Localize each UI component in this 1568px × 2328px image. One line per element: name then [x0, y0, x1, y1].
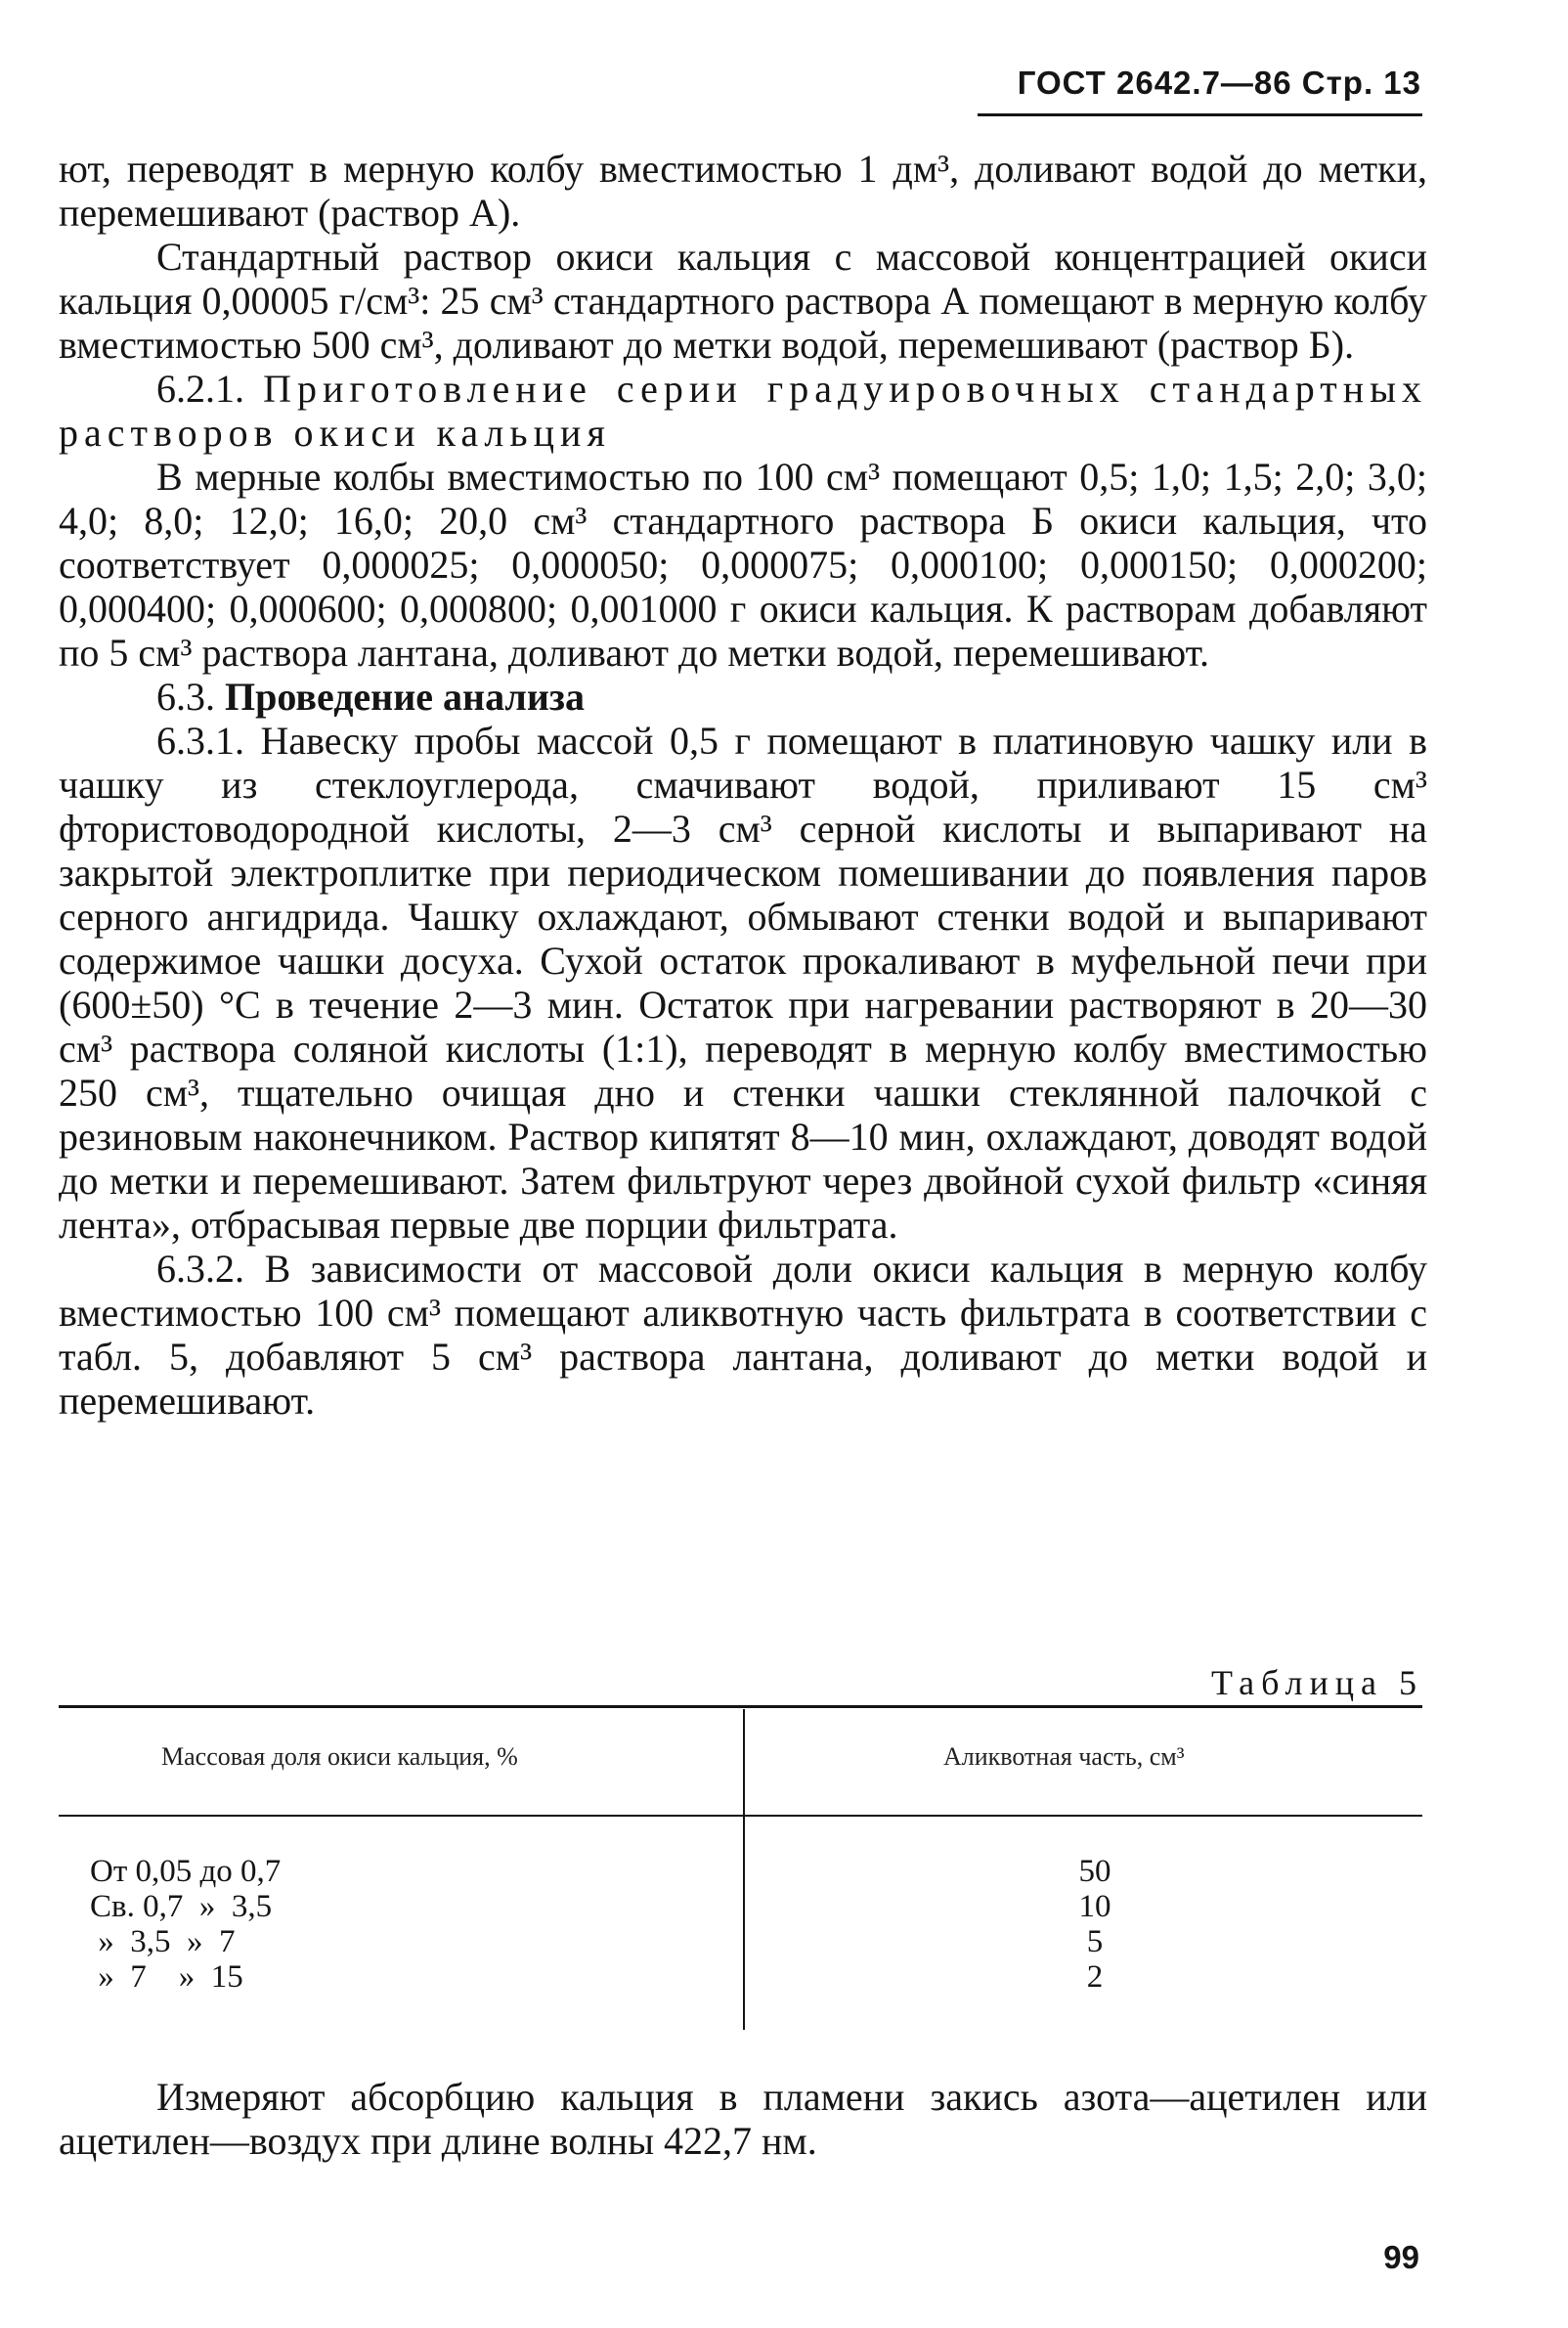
section-title: Проведение анализа	[225, 675, 585, 719]
paragraph-standard-solution-b: Стандартный раствор окиси кальция с массовой концентрацией окиси кальция 0,00005 г/см³: 25 см³ стандартного раствора А помещают в мерную колбу вместимостью 500 см³, доливают до метки водой, перемешивают (раствор Б).	[59, 235, 1427, 367]
section-number: 6.2.1.	[156, 367, 244, 411]
table-header-mass-fraction: Массовая доля окиси кальция, %	[161, 1742, 518, 1771]
section-title: Приготовление серии градуировочных стандартных растворов окиси кальция	[59, 367, 1427, 455]
table-cell-range: От 0,05 до 0,7	[90, 1854, 282, 1889]
table-cell-value: 50	[1078, 1854, 1111, 1889]
footer-text	[59, 2075, 1427, 2163]
table-header-aliquot: Аликвотная часть, см³	[943, 1742, 1185, 1771]
paragraph-continuation: ют, переводят в мерную колбу вместимостью 1 дм³, доливают водой до метки, перемешивают (раствор А).	[59, 147, 1427, 235]
table-cell-value: 5	[1086, 1924, 1104, 1959]
body-text	[59, 147, 1427, 1423]
section-number: 6.3.	[156, 675, 215, 719]
table-cell-range: » 7 » 15	[90, 1959, 243, 1995]
paragraph-calibration-series: В мерные колбы вместимостью по 100 см³ помещают 0,5; 1,0; 1,5; 2,0; 3,0; 4,0; 8,0; 12,0; 16,0; 20,0 см³ стандартного раствора Б окиси кальция, что соответствует 0,000025; 0,000050; 0,000075; 0,000100; 0,000150; 0,000200; 0,000400; 0,000600; 0,000800; 0,001000 г окиси кальция. К растворам добавляют по 5 см³ раствора лантана, доливают до метки водой, перемешивают.	[59, 455, 1427, 675]
section-6-2-1-heading	[59, 367, 1427, 455]
header-rule	[978, 113, 1422, 116]
table-top-rule	[59, 1705, 1422, 1708]
running-header: ГОСТ 2642.7—86 Стр. 13	[1017, 65, 1421, 101]
table-column-divider	[743, 1709, 745, 2030]
paragraph-absorption: Измеряют абсорбцию кальция в пламени закись азота—ацетилен или ацетилен—воздух при длине волны 422,7 нм.	[59, 2075, 1427, 2163]
table-header-rule	[59, 1815, 1422, 1817]
table-cell-range: Св. 0,7 » 3,5	[90, 1889, 273, 1924]
table-caption: Таблица 5	[1211, 1663, 1423, 1702]
section-6-3-heading	[59, 675, 1427, 719]
table-cell-value: 2	[1086, 1959, 1104, 1995]
paragraph-6-3-2: 6.3.2. В зависимости от массовой доли окиси кальция в мерную колбу вместимостью 100 см³ помещают аликвотную часть фильтрата в соответствии с табл. 5, добавляют 5 см³ раствора лантана, доливают до метки водой и перемешивают.	[59, 1247, 1427, 1423]
paragraph-6-3-1: 6.3.1. Навеску пробы массой 0,5 г помещают в платиновую чашку или в чашку из стеклоуглерода, смачивают водой, приливают 15 см³ фтористоводородной кислоты, 2—3 см³ серной кислоты и выпаривают на закрытой электроплитке при периодическом помешивании до появления паров серного ангидрида. Чашку охлаждают, обмывают стенки водой и выпаривают содержимое чашки досуха. Сухой остаток прокаливают в муфельной печи при (600±50) °С в течение 2—3 мин. Остаток при нагревании растворяют в 20—30 см³ раствора соляной кислоты (1:1), переводят в мерную колбу вместимостью 250 см³, тщательно очищая дно и стенки чашки стеклянной палочкой с резиновым наконечником. Раствор кипятят 8—10 мин, охлаждают, доводят водой до метки и перемешивают. Затем фильтруют через двойной сухой фильтр «синяя лента», отбрасывая первые две порции фильтрата.	[59, 719, 1427, 1247]
table-cell-value: 10	[1078, 1889, 1111, 1924]
page-number: 99	[1383, 2239, 1419, 2275]
table-cell-range: » 3,5 » 7	[90, 1924, 236, 1959]
